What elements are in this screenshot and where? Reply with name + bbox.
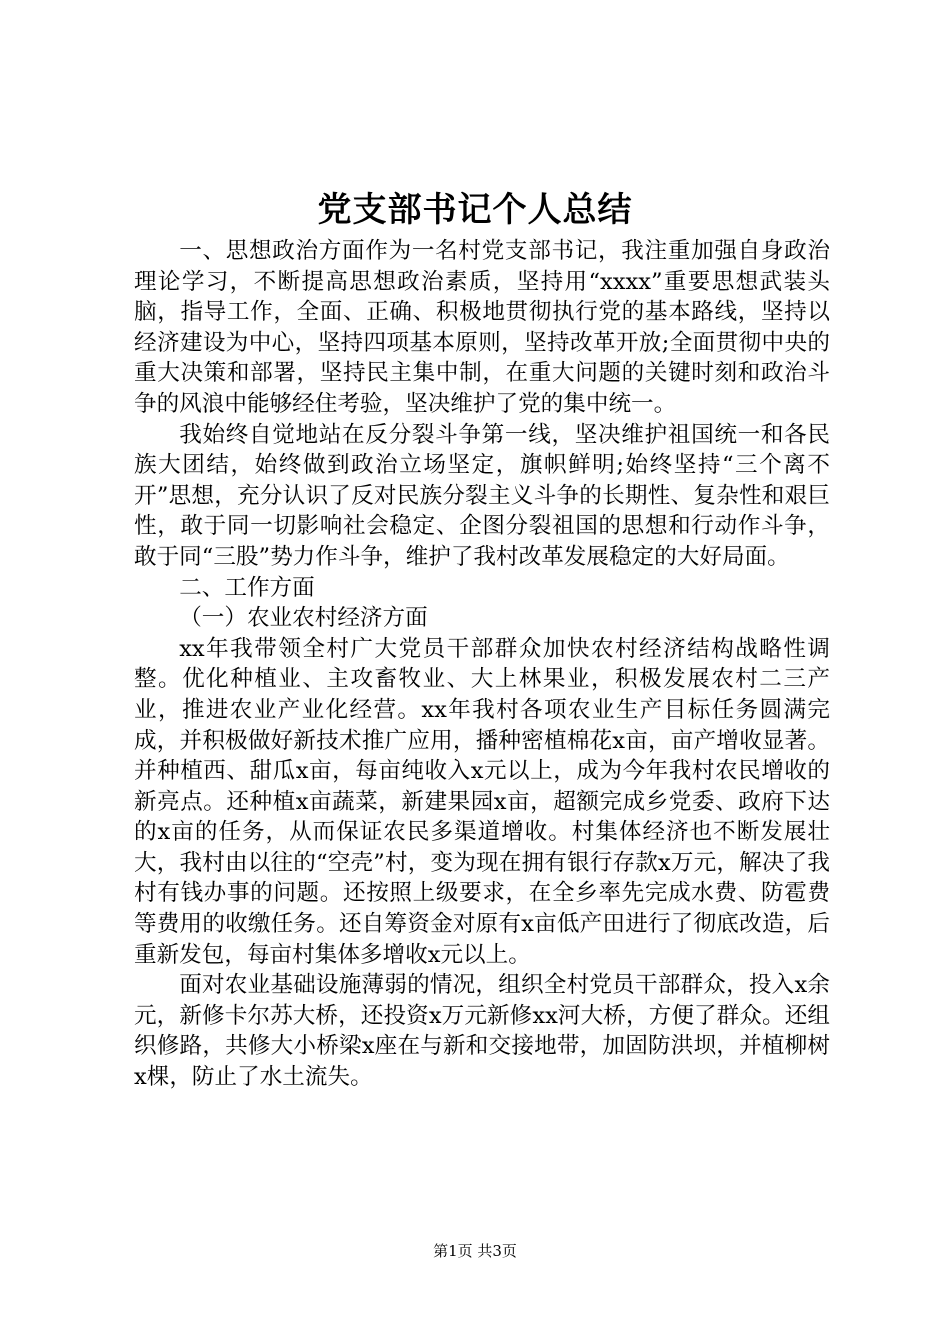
- section-heading-work: 二、工作方面: [179, 574, 315, 601]
- paragraph-anti-separatism: 我始终自觉地站在反分裂斗争第一线，坚决维护祖国统一和各民族大团结，始终做到政治立场坚定，旗帜鲜明;始终坚持“三个离不开”思想，充分认识了反对民族分裂主义斗争的长期性、复杂性和艰巨性，敢于同一切影响社会稳定、企图分裂祖国的思想和行动作斗争，敢于同“三股”势力作斗争，维护了我村改革发展稳定的大好局面。: [134, 421, 830, 570]
- document-body: [134, 236, 830, 1093]
- paragraph-infrastructure: 面对农业基础设施薄弱的情况，组织全村党员干部群众，投入x余元，新修卡尔苏大桥，还投资x万元新修xx河大桥，方便了群众。还组织修路，共修大小桥梁x座在与新和交接地带，加固防洪坝，并植柳树x棵，防止了水土流失。: [134, 972, 830, 1091]
- subsection-heading-agriculture: （一）农业农村经济方面: [179, 605, 428, 632]
- document-title: 党支部书记个人总结: [317, 190, 633, 230]
- paragraph-agriculture-economy: xx年我带领全村广大党员干部群众加快农村经济结构战略性调整。优化种植业、主攻畜牧业、大上林果业，积极发展农村二三产业，推进农业产业化经营。xx年我村各项农业生产目标任务圆满完成，并积极做好新技术推广应用，播种密植棉花x亩，亩产增收显著。并种植西、甜瓜x亩，每亩纯收入x元以上，成为今年我村农民增收的新亮点。还种植x亩蔬菜，新建果园x亩，超额完成乡党委、政府下达的x亩的任务，从而保证农民多渠道增收。村集体经济也不断发展壮大，我村由以往的“空壳”村，变为现在拥有银行存款x万元，解决了我村有钱办事的问题。还按照上级要求，在全乡率先完成水费、防雹费等费用的收缴任务。还自筹资金对原有x亩低产田进行了彻底改造，后重新发包，每亩村集体多增收x元以上。: [134, 635, 830, 968]
- paragraph-political-aspect: 一、思想政治方面作为一名村党支部书记，我注重加强自身政治理论学习，不断提高思想政治素质，坚持用“xxxx”重要思想武装头脑，指导工作，全面、正确、积极地贯彻执行党的基本路线，坚持以经济建设为中心，坚持四项基本原则，坚持改革开放;全面贯彻中央的重大决策和部署，坚持民主集中制，在重大问题的关键时刻和政治斗争的风浪中能够经住考验，坚决维护了党的集中统一。: [134, 238, 830, 417]
- page-footer: 第1页 共3页: [433, 1242, 517, 1260]
